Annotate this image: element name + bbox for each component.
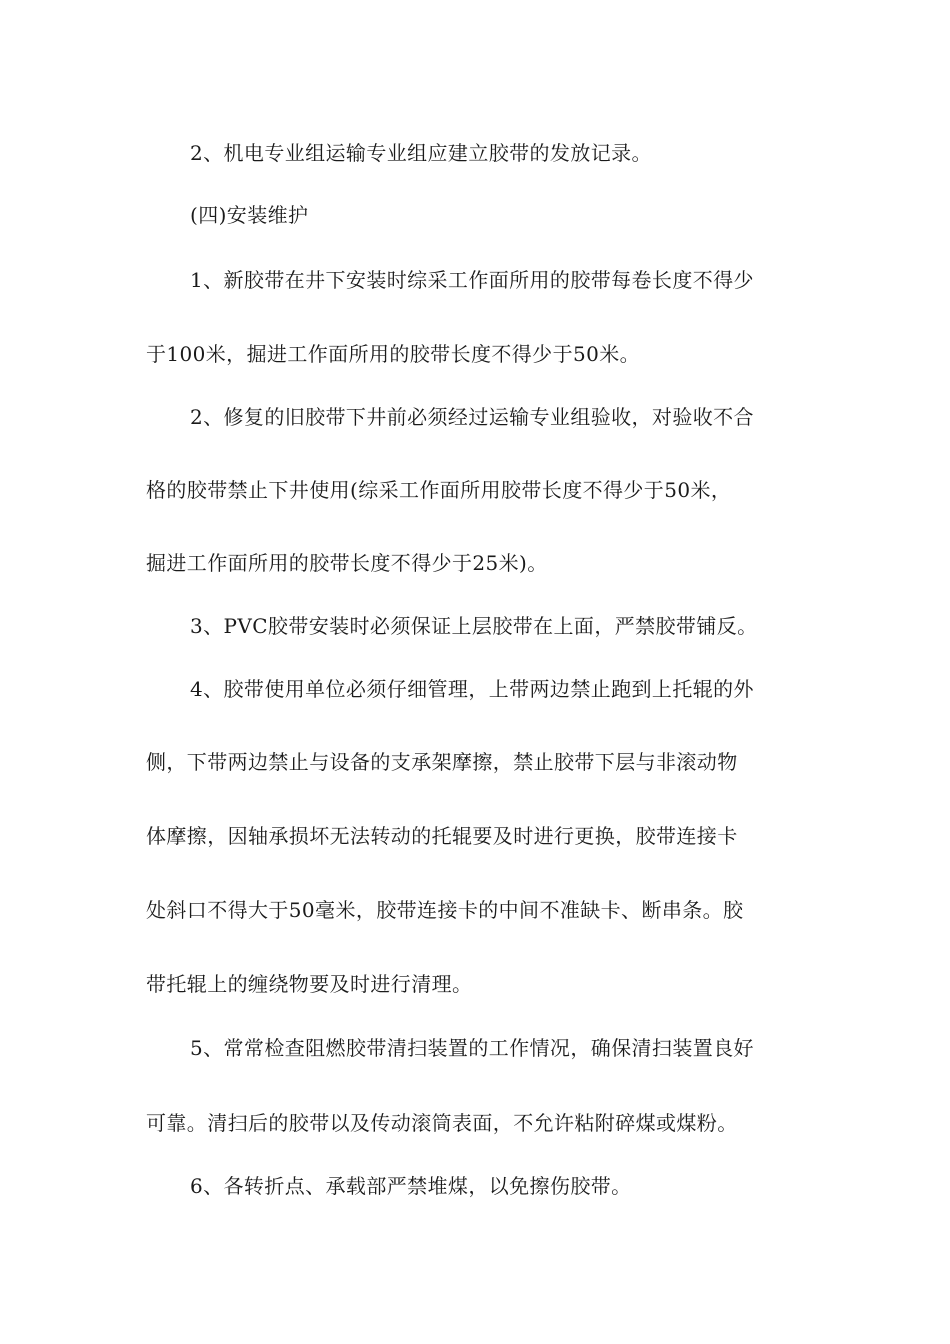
paragraph-line: 于100米，掘进工作面所用的胶带长度不得少于50米。 (146, 342, 641, 366)
section-heading: (四)安装维护 (190, 203, 309, 227)
paragraph-line: 可靠。清扫后的胶带以及传动滚筒表面，不允许粘附碎煤或煤粉。 (146, 1111, 738, 1135)
paragraph-line: 4、胶带使用单位必须仔细管理，上带两边禁止跑到上托辊的外 (190, 677, 754, 701)
paragraph-line: 体摩擦，因轴承损坏无法转动的托辊要及时进行更换，胶带连接卡 (146, 824, 738, 848)
paragraph-line: 1、新胶带在井下安装时综采工作面所用的胶带每卷长度不得少 (190, 268, 754, 292)
paragraph-line: 掘进工作面所用的胶带长度不得少于25米)。 (146, 551, 548, 575)
paragraph-line: 侧，下带两边禁止与设备的支承架摩擦，禁止胶带下层与非滚动物 (146, 750, 738, 774)
paragraph-line: 处斜口不得大于50毫米，胶带连接卡的中间不准缺卡、断串条。胶 (146, 898, 744, 922)
paragraph-line: 2、修复的旧胶带下井前必须经过运输专业组验收，对验收不合 (190, 405, 754, 429)
paragraph-line: 带托辊上的缠绕物要及时进行清理。 (146, 972, 473, 996)
paragraph-line: 2、机电专业组运输专业组应建立胶带的发放记录。 (190, 141, 652, 165)
paragraph-line: 6、各转折点、承载部严禁堆煤，以免擦伤胶带。 (190, 1174, 632, 1198)
paragraph-line: 3、PVC胶带安装时必须保证上层胶带在上面，严禁胶带铺反。 (190, 614, 758, 638)
paragraph-line: 格的胶带禁止下井使用(综采工作面所用胶带长度不得少于50米， (146, 478, 732, 502)
paragraph-line: 5、常常检查阻燃胶带清扫装置的工作情况，确保清扫装置良好 (190, 1036, 754, 1060)
